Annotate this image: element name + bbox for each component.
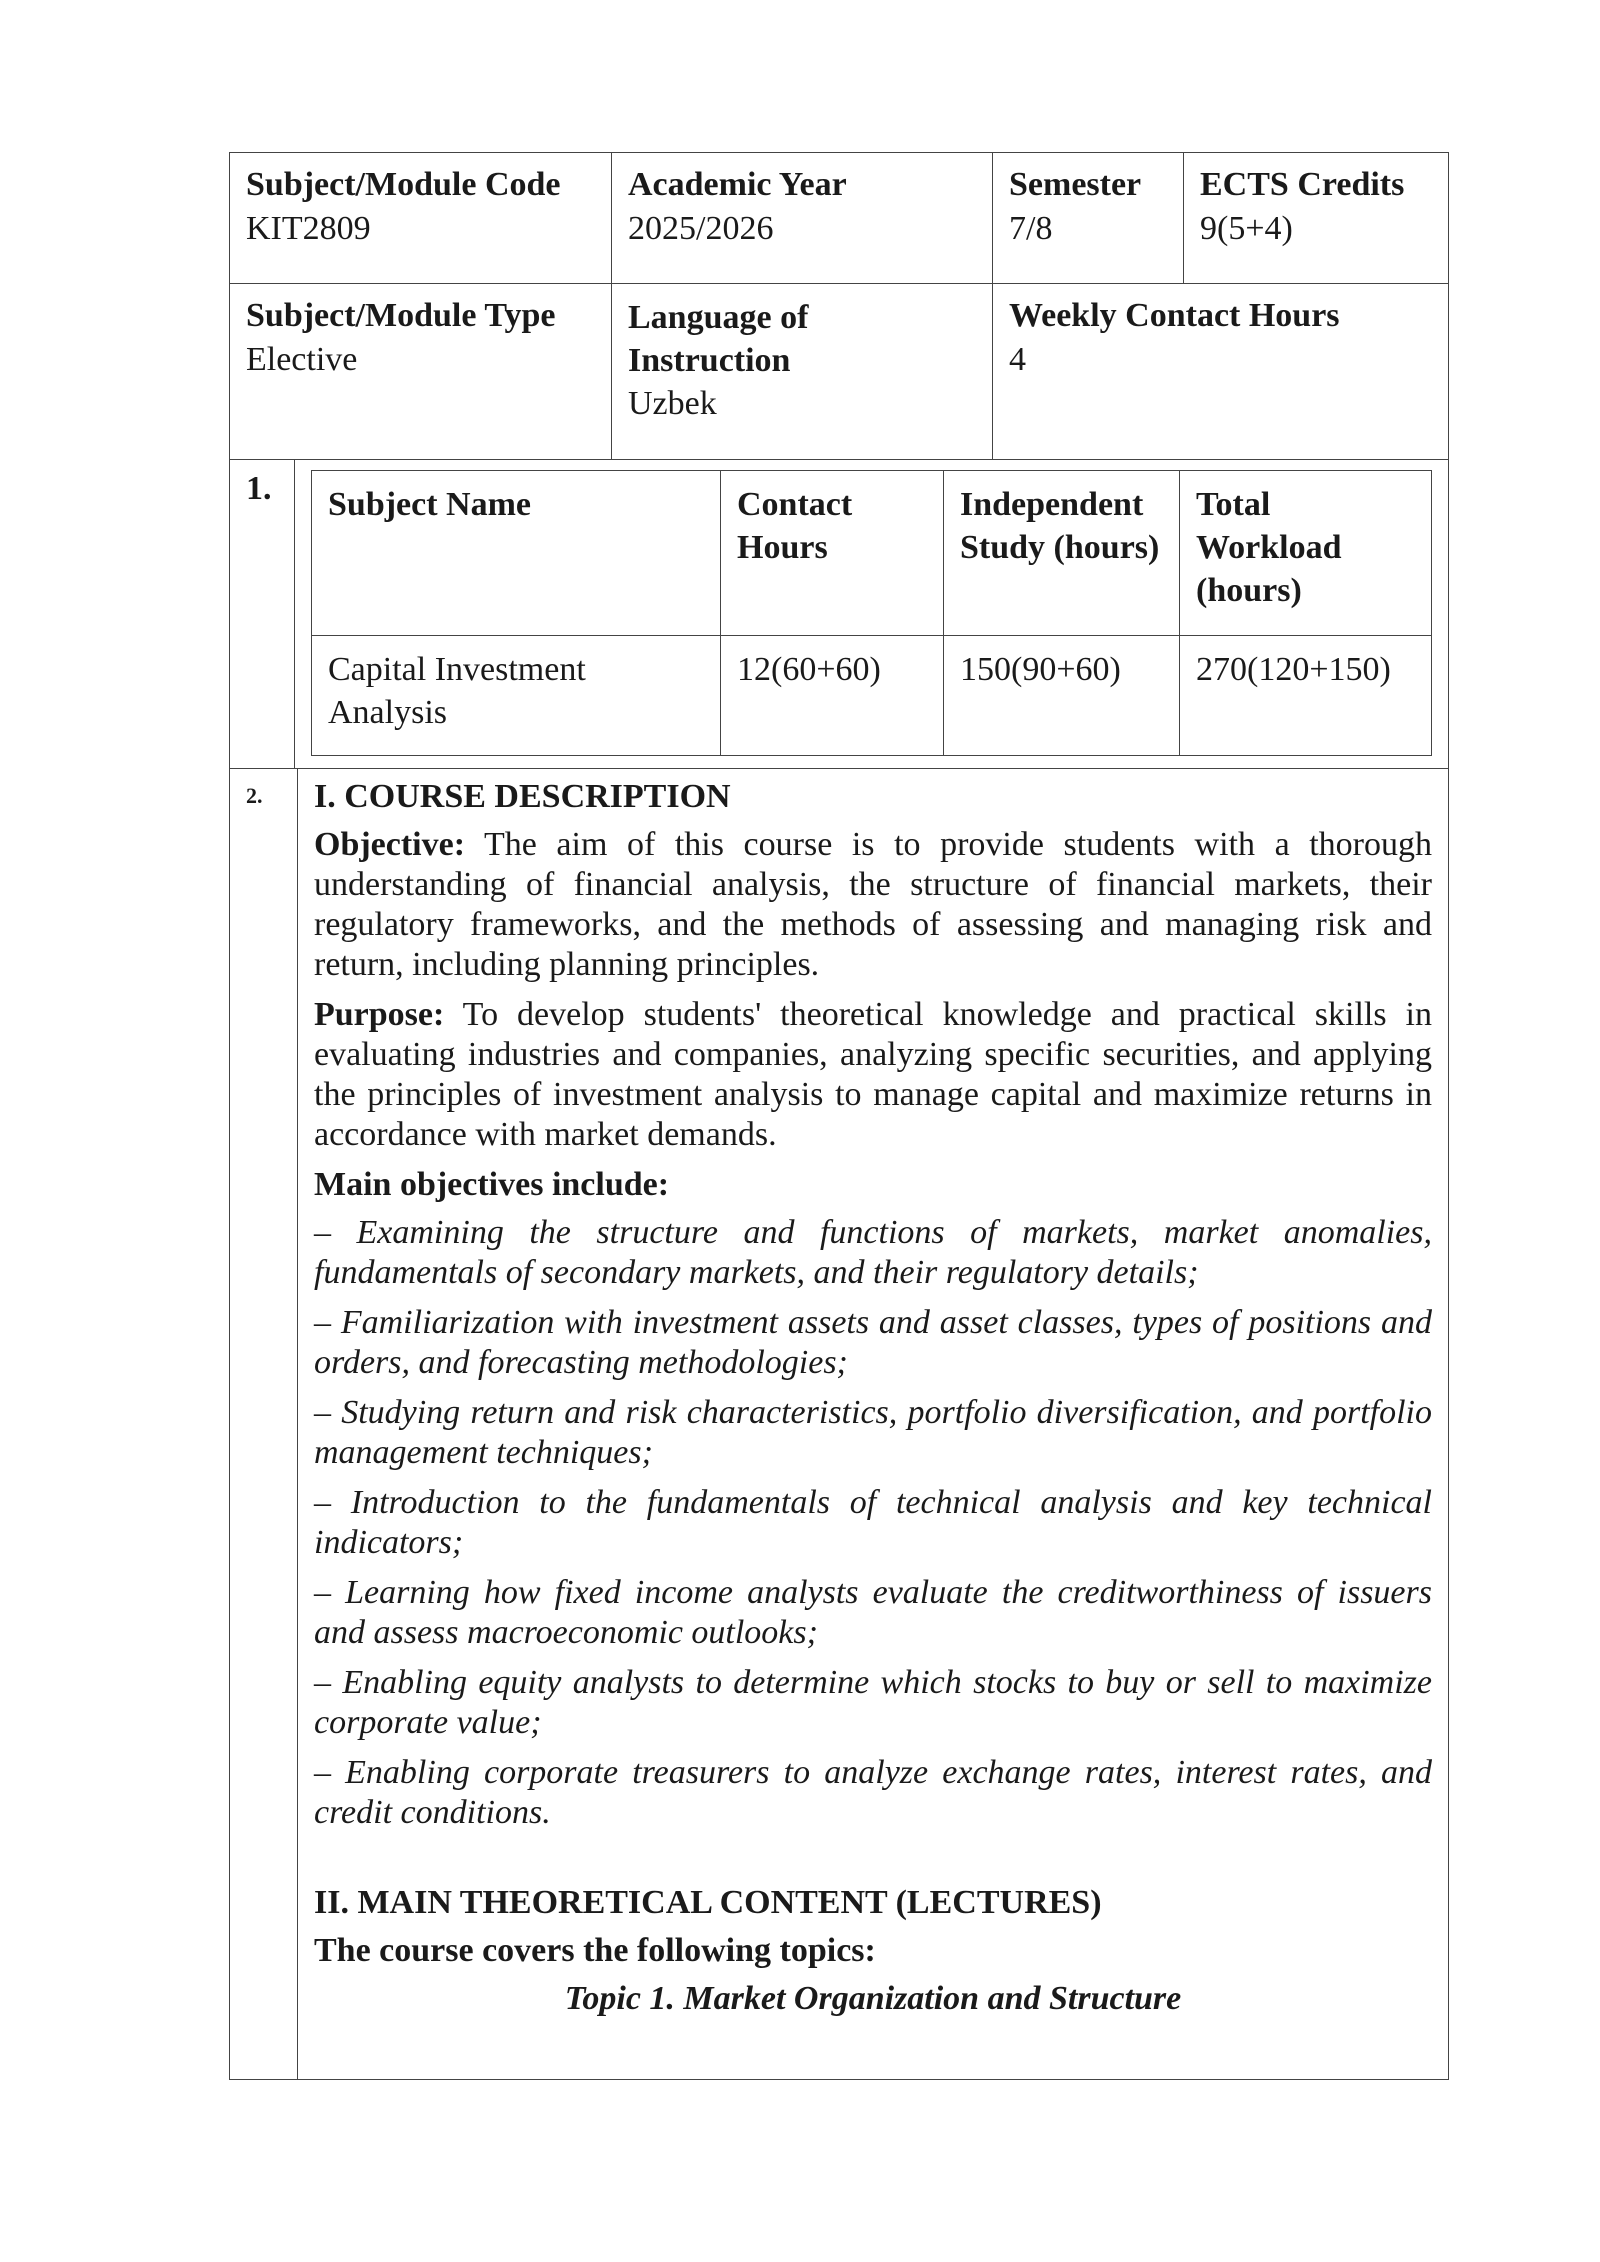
theoretical-content-heading: II. MAIN THEORETICAL CONTENT (LECTURES) [314,1884,1102,1921]
workload-header-row [312,471,1431,635]
subject-name-header: Subject Name [328,486,532,523]
spacer [314,1843,1432,1883]
module-code-cell [230,153,611,283]
total-workload-value: 270(120+150) [1179,636,1431,755]
contact-hours-header: Contact Hours [720,471,943,635]
language-label-line1: Language of [628,299,809,336]
objectives-heading: Main objectives include: [314,1166,670,1203]
weekly-hours-value: 4 [1009,341,1026,378]
independent-study-value: 150(90+60) [943,636,1179,755]
module-code-value: KIT2809 [246,210,371,247]
workload-table-wrap [295,460,1448,768]
section-2-number: 2. [230,769,298,2079]
module-type-value: Elective [246,341,358,378]
objective-label: Objective: [314,826,466,863]
total-workload-header: Total Workload (hours) [1179,471,1431,635]
weekly-hours-cell [992,284,1448,459]
header-row-1 [230,153,1448,284]
purpose-paragraph [314,995,1432,1155]
objective-item: – Familiarization with investment assets and asset classes, types of positions and orders, and forecasting methodologies; [314,1304,1432,1381]
objective-item: – Introduction to the fundamentals of technical analysis and key technical indicators; [314,1484,1432,1561]
academic-year-value: 2025/2026 [628,210,774,247]
subject-name-value: Capital Investment Analysis [328,651,586,731]
course-description [298,769,1448,2079]
language-cell [611,284,992,459]
syllabus-table [229,152,1449,2080]
workload-table [311,470,1432,756]
language-value: Uzbek [628,385,717,422]
topics-intro: The course covers the following topics: [314,1932,876,1969]
section-1-number: 1. [230,460,295,768]
semester-label: Semester [1009,166,1142,203]
workload-data-row [312,635,1431,755]
weekly-hours-label: Weekly Contact Hours [1009,297,1340,334]
academic-year-cell [611,153,992,283]
semester-value: 7/8 [1009,210,1053,247]
header-row-2 [230,284,1448,460]
ects-label: ECTS Credits [1200,166,1405,203]
purpose-text: To develop students' theoretical knowledge and practical skills in evaluating industries and companies, analyzing specific securities, and applying the principles of investment analysis to manage capital and maximize returns in accordance with market demands. [314,996,1432,1153]
language-label-line2: Instruction [628,342,791,379]
objective-item: – Enabling corporate treasurers to analyze exchange rates, interest rates, and credit conditions. [314,1754,1432,1831]
module-type-label: Subject/Module Type [246,297,556,334]
objective-item: – Enabling equity analysts to determine which stocks to buy or sell to maximize corporate value; [314,1664,1432,1741]
objective-paragraph [314,825,1432,985]
academic-year-label: Academic Year [628,166,847,203]
module-type-cell [230,284,611,459]
course-description-heading: I. COURSE DESCRIPTION [314,778,731,815]
ects-cell [1183,153,1448,283]
contact-hours-value: 12(60+60) [720,636,943,755]
module-code-label: Subject/Module Code [246,166,561,203]
objective-item: – Learning how fixed income analysts evaluate the creditworthiness of issuers and assess macroeconomic outlooks; [314,1574,1432,1651]
purpose-label: Purpose: [314,996,445,1033]
topic-1-title: Topic 1. Market Organization and Structure [564,1980,1182,2017]
independent-study-header: Independent Study (hours) [943,471,1179,635]
ects-value: 9(5+4) [1200,210,1293,247]
objective-text: The aim of this course is to provide students with a thorough understanding of financial analysis, the structure of financial markets, their regulatory frameworks, and the methods of assessing and managing risk and return, including planning principles. [314,826,1432,983]
objective-item: – Studying return and risk characteristics, portfolio diversification, and portfolio management techniques; [314,1394,1432,1471]
semester-cell [992,153,1183,283]
section-2-row [230,769,1448,2080]
section-1-row [230,460,1448,769]
objective-item: – Examining the structure and functions of markets, market anomalies, fundamentals of secondary markets, and their regulatory details; [314,1214,1432,1291]
